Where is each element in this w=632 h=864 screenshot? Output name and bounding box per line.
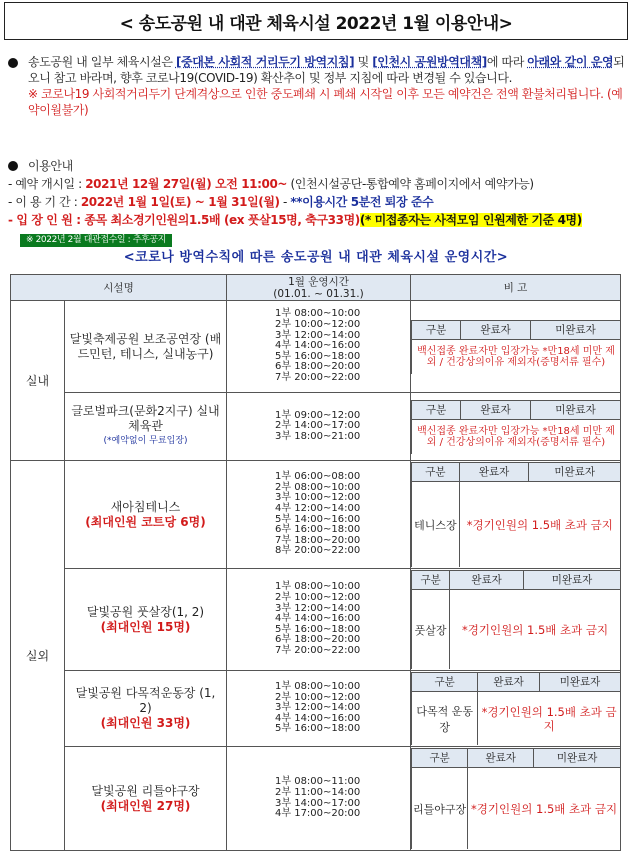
facility-name: 글로벌파크(문화2지구) 실내체육관 (*예약없이 무료입장): [65, 393, 227, 461]
limit-note: *경기인원의 1.5배 초과 금지: [459, 481, 620, 567]
header-note: 비 고: [411, 275, 621, 301]
place-name: 다목적 운동장: [412, 691, 478, 745]
place-name: 리틀야구장: [412, 767, 468, 849]
intro-paragraph: 송도공원 내 일부 체육시설은 [중대본 사회적 거리두기 방역지침] 및 [인천시 공원방역대책]에 따라 아래와 같이 운영되오니 참고 바라며, 향후 코로나19(COVID-19) 확산추이 및 정부 지침에 따라 변경될 수 있습니다.: [28, 55, 625, 85]
table-row: [11, 461, 621, 569]
time-slots: 1부 08:00~11:00 2부 11:00~14:00 3부 14:00~17:00 4부 17:00~20:00: [227, 747, 411, 851]
place-name: 테니스장: [412, 481, 460, 567]
limit-note: *경기인원의 1.5배 초과 금지: [478, 691, 620, 745]
page-title: < 송도공원 내 대관 체육시설 2022년 1월 이용안내>: [4, 2, 628, 40]
note-cell: 구분 완료자 미완료자 리틀야구장 *경기인원의 1.5배 초과 금지: [411, 747, 621, 851]
facility-name: 달빛공원 다목적운동장 (1, 2) (최대인원 33명): [65, 671, 227, 747]
time-slots: 1부 08:00~10:00 2부 10:00~12:00 3부 12:00~14:00 4부 14:00~16:00 5부 16:00~18:00 6부 18:00~20:00 7부 20:00~22:00: [227, 301, 411, 393]
bullet-icon: [8, 58, 18, 68]
facility-name: 새아침테니스 (최대인원 코트당 6명): [65, 461, 227, 569]
note-cell: 구분 완료자 미완료자 백신접종 완료자만 입장가능 *만18세 미만 제외 / 건강상의이유 제외자(증명서류 필수): [411, 301, 621, 393]
usage-info: [8, 157, 626, 247]
facility-name: 달빛축제공원 보조공연장 (배드민턴, 테니스, 실내농구): [65, 301, 227, 393]
vaccine-note: 백신접종 완료자만 입장가능 *만18세 미만 제외 / 건강상의이유 제외자(증명서류 필수): [412, 419, 621, 454]
vaccine-note: 백신접종 완료자만 입장가능 *만18세 미만 제외 / 건강상의이유 제외자(증명서류 필수): [412, 339, 621, 374]
limit-note: *경기인원의 1.5배 초과 금지: [450, 589, 620, 669]
place-name: 풋살장: [412, 589, 450, 669]
reservation-start-line: - 예약 개시일 : 2021년 12월 27일(월) 오전 11:00~ (인천시설공단-통합예약 홈페이지에서 예약가능): [8, 177, 534, 191]
schedule-subtitle: <코로나 방역수칙에 따른 송도공원 내 대관 체육시설 운영시간>: [123, 250, 509, 265]
usage-period-line: - 이 용 기 간 : 2022년 1월 1일(토) ~ 1월 31일(월) - **이용시간 5분전 퇴장 준수: [8, 195, 434, 209]
time-slots: 1부 08:00~10:00 2부 10:00~12:00 3부 12:00~14:00 4부 14:00~16:00 5부 16:00~18:00 6부 18:00~20:00 7부 20:00~22:00: [227, 569, 411, 671]
time-slots: 1부 08:00~10:00 2부 10:00~12:00 3부 12:00~14:00 4부 14:00~16:00 5부 16:00~18:00: [227, 671, 411, 747]
time-slots: 1부 09:00~12:00 2부 14:00~17:00 3부 18:00~21:00: [227, 393, 411, 461]
capacity-line: - 입 장 인 원 : 종목 최소경기인원의1.5배 (ex 풋살15명, 축구33명)(* 미접종자는 사적모임 인원제한 기준 4명): [8, 213, 582, 227]
facility-name: 달빛공원 풋살장(1, 2) (최대인원 15명): [65, 569, 227, 671]
schedule-table: [10, 274, 621, 851]
table-header-row: [11, 275, 621, 301]
note-cell: 구분 완료자 미완료자 다목적 운동장 *경기인원의 1.5배 초과 금지: [411, 671, 621, 747]
refund-note: ※ 코로나19 사회적거리두기 단계격상으로 인한 중도폐쇄 시 폐쇄 시작일 이후 모든 예약건은 전액 환불처리됩니다. (예약이월불가): [28, 87, 623, 117]
bullet-icon: [8, 161, 18, 171]
table-row: [11, 747, 621, 851]
next-booking-badge: ※ 2022년 2월 대관접수일 : 추후공지: [20, 234, 172, 247]
limit-note: *경기인원의 1.5배 초과 금지: [468, 767, 620, 849]
note-cell: 구분 완료자 미완료자 백신접종 완료자만 입장가능 *만18세 미만 제외 / 건강상의이유 제외자(증명서류 필수): [411, 393, 621, 461]
usage-info-heading: 이용안내: [8, 157, 626, 175]
time-slots: 1부 06:00~08:00 2부 08:00~10:00 3부 10:00~12:00 4부 12:00~14:00 5부 14:00~16:00 6부 16:00~18:00 7부 18:00~20:00 8부 20:00~22:00: [227, 461, 411, 569]
facility-name: 달빛공원 리틀야구장 (최대인원 27명): [65, 747, 227, 851]
table-row: [11, 671, 621, 747]
category-indoor: 실내: [11, 301, 65, 461]
intro-section: [8, 54, 626, 118]
table-row: [11, 393, 621, 461]
header-hours: 1월 운영시간 (01.01. ~ 01.31.): [227, 275, 411, 301]
note-cell: 구분 완료자 미완료자 테니스장 *경기인원의 1.5배 초과 금지: [411, 461, 621, 569]
table-row: [11, 301, 621, 393]
header-facility: 시설명: [11, 275, 227, 301]
note-cell: 구분 완료자 미완료자 풋살장 *경기인원의 1.5배 초과 금지: [411, 569, 621, 671]
table-row: [11, 569, 621, 671]
category-outdoor: 실외: [11, 461, 65, 851]
